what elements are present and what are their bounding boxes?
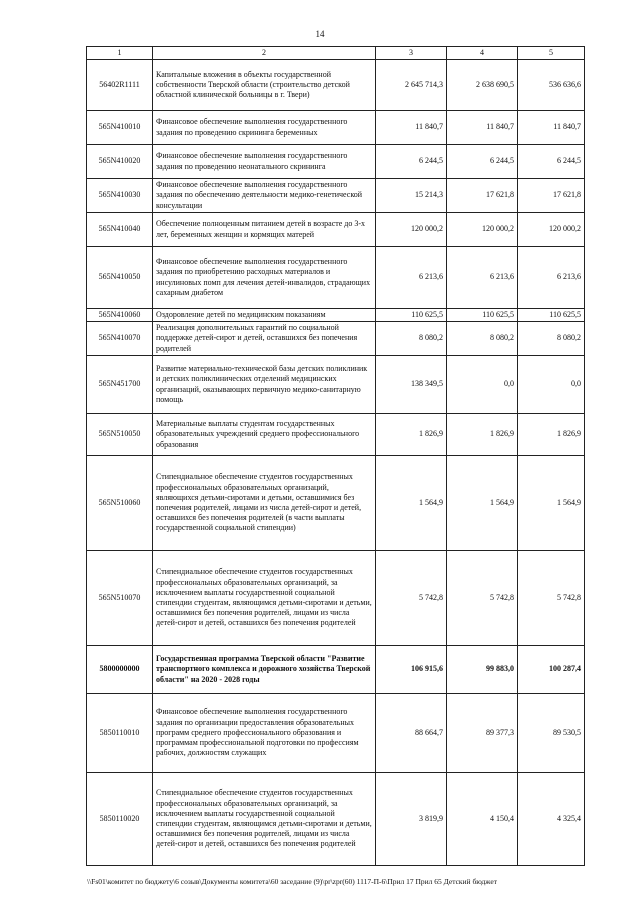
row-value-col4: 120 000,2 [447, 213, 518, 247]
row-code: 565N410030 [87, 179, 153, 213]
row-value-col3: 2 645 714,3 [376, 60, 447, 111]
row-value-col4: 2 638 690,5 [447, 60, 518, 111]
row-value-col5: 1 564,9 [518, 456, 585, 551]
row-value-col5: 0,0 [518, 356, 585, 414]
row-code: 5800000000 [87, 646, 153, 694]
row-value-col5: 110 625,5 [518, 309, 585, 322]
row-value-col3: 120 000,2 [376, 213, 447, 247]
row-code: 565N510050 [87, 414, 153, 456]
table-row [87, 414, 585, 456]
row-value-col4: 0,0 [447, 356, 518, 414]
budget-table [86, 46, 585, 866]
row-value-col4: 1 826,9 [447, 414, 518, 456]
row-value-col4: 4 150,4 [447, 773, 518, 866]
row-value-col5: 8 080,2 [518, 322, 585, 356]
table-row [87, 309, 585, 322]
row-value-col4: 99 883,0 [447, 646, 518, 694]
row-value-col4: 6 213,6 [447, 247, 518, 309]
row-description: Развитие материально-технической базы детских поликлиник и детских поликлинических отделений медицинских организаций, оказывающих первичную медико-санитарную помощь [153, 356, 376, 414]
row-description: Государственная программа Тверской области "Развитие транспортного комплекса и дорожного хозяйства Тверской области" на 2020 - 2028 годы [153, 646, 376, 694]
row-description: Стипендиальное обеспечение студентов государственных профессиональных образовательных организаций, за исключением выплаты государственной социальной стипендии студентам, являющимся детьми-сиротами и детьми, оставшимися без попечения родителей, лицами из числа детей-сирот и детей, оставшихся без попечения родителей [153, 551, 376, 646]
row-description: Финансовое обеспечение выполнения государственного задания по проведению скрининга беременных [153, 111, 376, 145]
row-value-col4: 17 621,8 [447, 179, 518, 213]
table-row [87, 646, 585, 694]
row-value-col5: 4 325,4 [518, 773, 585, 866]
row-code: 565N510060 [87, 456, 153, 551]
row-value-col5: 11 840,7 [518, 111, 585, 145]
column-header-5: 5 [518, 47, 585, 60]
row-value-col3: 6 213,6 [376, 247, 447, 309]
row-value-col3: 110 625,5 [376, 309, 447, 322]
page-number: 14 [315, 29, 325, 39]
row-value-col4: 11 840,7 [447, 111, 518, 145]
row-value-col3: 1 564,9 [376, 456, 447, 551]
column-header-4: 4 [447, 47, 518, 60]
row-value-col3: 8 080,2 [376, 322, 447, 356]
row-value-col3: 1 826,9 [376, 414, 447, 456]
table-row [87, 322, 585, 356]
table-row [87, 694, 585, 773]
row-code: 565N410060 [87, 309, 153, 322]
table-row [87, 456, 585, 551]
row-code: 565N510070 [87, 551, 153, 646]
table-row [87, 213, 585, 247]
column-header-2: 2 [153, 47, 376, 60]
row-value-col3: 5 742,8 [376, 551, 447, 646]
row-description: Капитальные вложения в объекты государственной собственности Тверской области (строительство детской областной клинической больницы в г. Твери) [153, 60, 376, 111]
row-value-col5: 120 000,2 [518, 213, 585, 247]
table-row [87, 551, 585, 646]
row-description: Финансовое обеспечение выполнения государственного задания по приобретению расходных материалов и инсулиновых помп для лечения детей-инвалидов, страдающих сахарным диабетом [153, 247, 376, 309]
row-description: Оздоровление детей по медицинским показаниям [153, 309, 376, 322]
table-row [87, 60, 585, 111]
row-value-col5: 5 742,8 [518, 551, 585, 646]
table-row [87, 111, 585, 145]
row-value-col5: 17 621,8 [518, 179, 585, 213]
row-description: Реализация дополнительных гарантий по социальной поддержке детей-сирот и детей, оставшихся без попечения родителей [153, 322, 376, 356]
row-code: 565N410050 [87, 247, 153, 309]
row-description: Стипендиальное обеспечение студентов государственных профессиональных образовательных организаций, являющихся детьми-сиротами и детьми, оставшимися без попечения родителей, лицами из числа детей-сирот и детей, оставшихся без попечения родителей (в части выплаты государственной социальной стипендии) [153, 456, 376, 551]
row-value-col4: 8 080,2 [447, 322, 518, 356]
row-value-col3: 138 349,5 [376, 356, 447, 414]
row-description: Обеспечение полноценным питанием детей в возрасте до 3-х лет, беременных женщин и кормящих матерей [153, 213, 376, 247]
row-value-col3: 11 840,7 [376, 111, 447, 145]
row-value-col5: 89 530,5 [518, 694, 585, 773]
row-value-col3: 6 244,5 [376, 145, 447, 179]
row-description: Материальные выплаты студентам государственных образовательных учреждений среднего профессионального образования [153, 414, 376, 456]
column-header-3: 3 [376, 47, 447, 60]
table-row [87, 179, 585, 213]
row-description: Финансовое обеспечение выполнения государственного задания по проведению неонатального скрининга [153, 145, 376, 179]
row-description: Стипендиальное обеспечение студентов государственных профессиональных образовательных организаций, за исключением выплаты государственной социальной стипендии студентам, являющимся детьми-сиротами и детьми, оставшимися без попечения родителей, лицами из числа детей-сирот и детей, оставшихся без попечения родителей [153, 773, 376, 866]
row-value-col5: 6 244,5 [518, 145, 585, 179]
row-value-col3: 15 214,3 [376, 179, 447, 213]
row-value-col5: 1 826,9 [518, 414, 585, 456]
table-row [87, 247, 585, 309]
row-value-col3: 88 664,7 [376, 694, 447, 773]
row-code: 565N410070 [87, 322, 153, 356]
row-code: 565N410020 [87, 145, 153, 179]
row-description: Финансовое обеспечение выполнения государственного задания по обеспечению деятельности медико-генетической консультации [153, 179, 376, 213]
table-body [87, 60, 585, 866]
row-value-col5: 100 287,4 [518, 646, 585, 694]
row-code: 565N410040 [87, 213, 153, 247]
row-value-col5: 536 636,6 [518, 60, 585, 111]
row-value-col4: 110 625,5 [447, 309, 518, 322]
column-header-1: 1 [87, 47, 153, 60]
row-value-col4: 5 742,8 [447, 551, 518, 646]
row-code: 565N451700 [87, 356, 153, 414]
row-code: 565N410010 [87, 111, 153, 145]
row-value-col4: 89 377,3 [447, 694, 518, 773]
table-header-row [87, 47, 585, 60]
row-value-col3: 3 819,9 [376, 773, 447, 866]
row-description: Финансовое обеспечение выполнения государственного задания по организации предоставления образовательных программ среднего профессионального образования и программам профессиональной подготовки по профессиям рабочих, должностям служащих [153, 694, 376, 773]
table-row [87, 356, 585, 414]
row-code: 56402R1111 [87, 60, 153, 111]
row-value-col4: 1 564,9 [447, 456, 518, 551]
row-value-col5: 6 213,6 [518, 247, 585, 309]
row-code: 5850110010 [87, 694, 153, 773]
row-value-col3: 106 915,6 [376, 646, 447, 694]
row-code: 5850110020 [87, 773, 153, 866]
row-value-col4: 6 244,5 [447, 145, 518, 179]
table-row [87, 773, 585, 866]
table-row [87, 145, 585, 179]
file-path-footer: \\Fs01\комитет по бюджету\6 созыв\Документы комитета\60 заседание (9)\pr\zpr(60) 1117-П-6\Прил 17 Прил 65 Детский бюджет [87, 877, 497, 886]
